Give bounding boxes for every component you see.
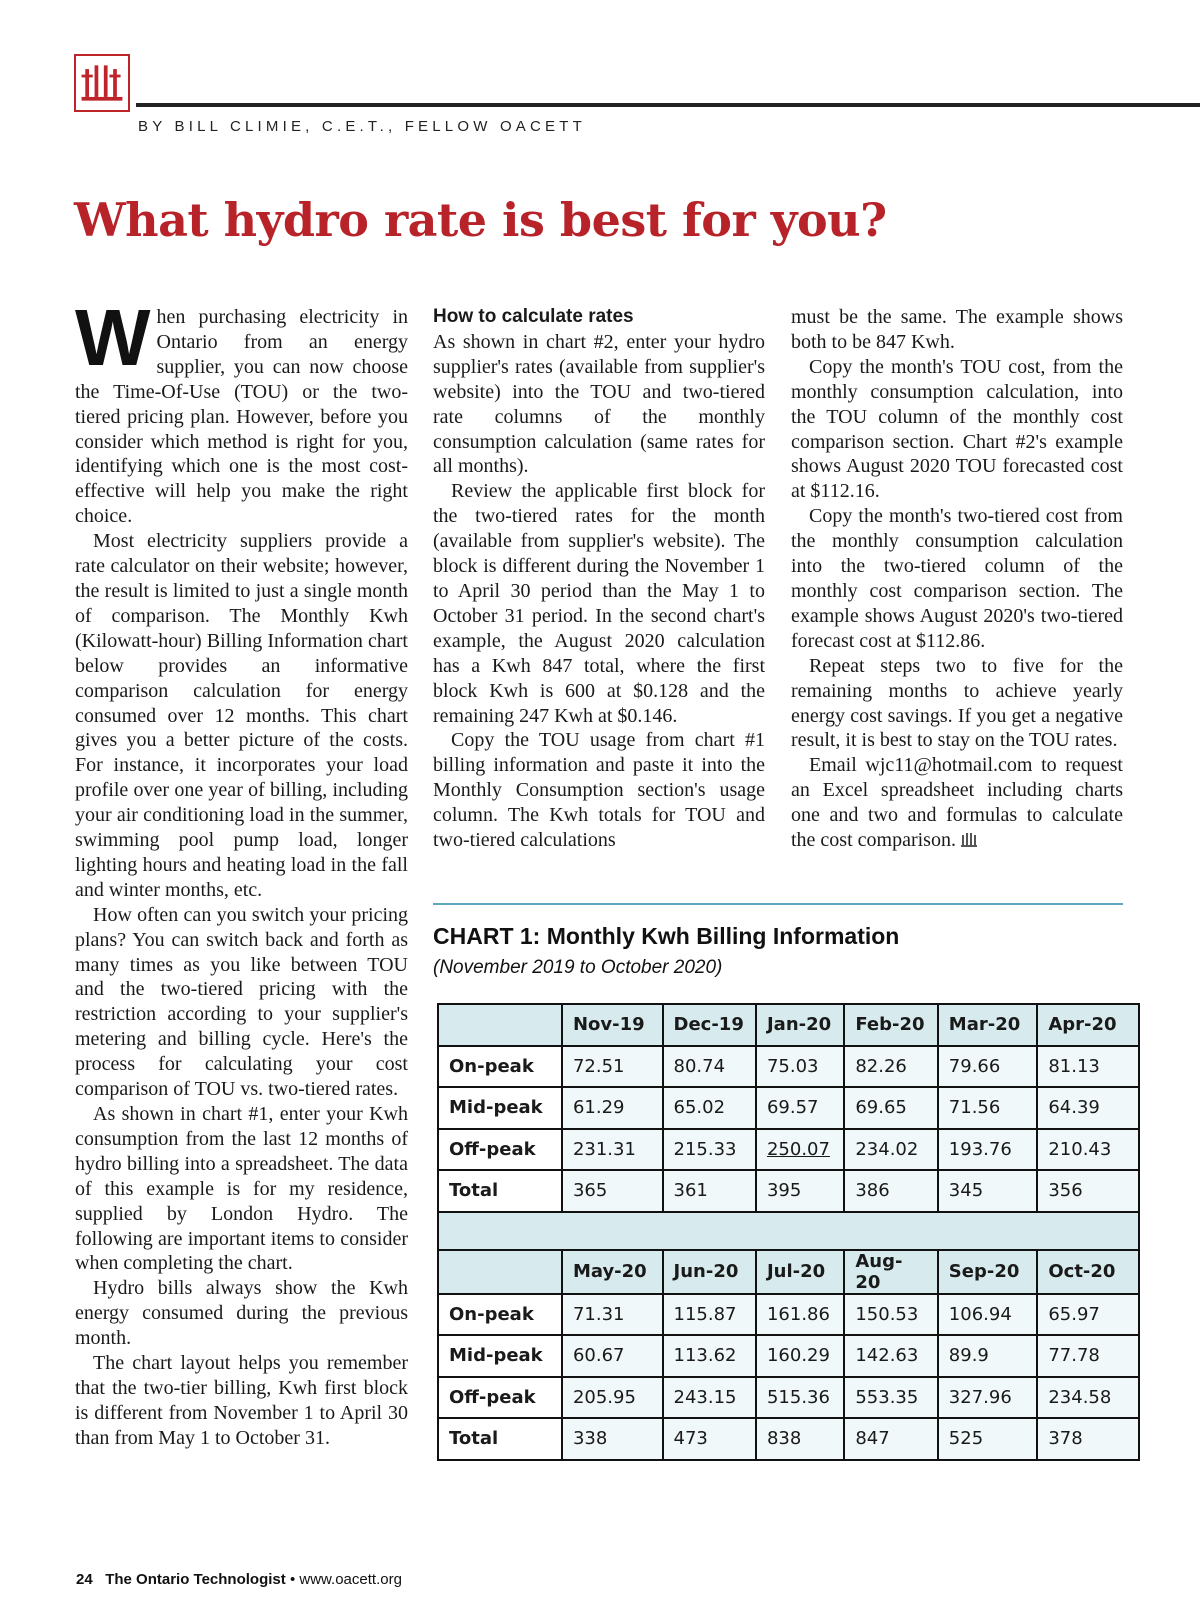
row-label: Off-peak xyxy=(438,1377,562,1419)
table-row xyxy=(438,1418,1139,1460)
row-label: On-peak xyxy=(438,1294,562,1336)
header-rule xyxy=(136,103,1200,107)
article-column-2 xyxy=(433,305,765,853)
table-row xyxy=(438,1377,1139,1419)
value-cell: 77.78 xyxy=(1037,1335,1139,1377)
month-header: Jan-20 xyxy=(756,1004,844,1046)
month-header: Feb-20 xyxy=(844,1004,937,1046)
table-row xyxy=(438,1294,1139,1336)
chart-title: CHART 1: Monthly Kwh Billing Information xyxy=(433,923,900,949)
paragraph: Repeat steps two to five for the remaining months to achieve yearly energy cost savings. If you get a negative result, it is best to stay on the TOU rates. xyxy=(791,654,1123,752)
paragraph: How often can you switch your pricing plans? You can switch back and forth as many times as you like between TOU and the two-tiered pricing with the restriction according to your supplier's metering and billing cycle. Here's the process for calculating your cost comparison of TOU vs. two-tiered rates. xyxy=(75,903,408,1101)
value-cell: 378 xyxy=(1037,1418,1139,1460)
row-label: Mid-peak xyxy=(438,1335,562,1377)
value-cell: 71.31 xyxy=(562,1294,663,1336)
paragraph-1-text: hen purchasing electricity in Ontario from an energy supplier, you can now choose the Time-Of-Use (TOU) or the two-tiered pricing plan. However, before you consider which method is right for you, identifying which one is the most cost-effective will help you make the right choice. xyxy=(75,306,408,528)
article-title: What hydro rate is best for you? xyxy=(74,193,887,247)
value-cell: 142.63 xyxy=(844,1335,937,1377)
value-cell: 234.58 xyxy=(1037,1377,1139,1419)
value-cell: 72.51 xyxy=(562,1046,663,1088)
value-cell: 473 xyxy=(663,1418,756,1460)
value-cell: 365 xyxy=(562,1170,663,1212)
paragraph-final-text: Email wjc11@hotmail.com to request an Excel spreadsheet including charts one and two and formulas to calculate the cost comparison. xyxy=(791,754,1123,852)
value-cell: 81.13 xyxy=(1037,1046,1139,1088)
table-row xyxy=(438,1046,1139,1088)
value-cell: 234.02 xyxy=(844,1129,937,1171)
row-label: Total xyxy=(438,1170,562,1212)
table-header-row xyxy=(438,1250,1139,1294)
table-header-row xyxy=(438,1004,1139,1046)
publication-name: The Ontario Technologist xyxy=(105,1571,286,1588)
value-cell: 356 xyxy=(1037,1170,1139,1212)
billing-table-body xyxy=(438,1004,1139,1460)
table-spacer-cell xyxy=(438,1212,1139,1250)
month-header: Dec-19 xyxy=(663,1004,756,1046)
value-cell: 338 xyxy=(562,1418,663,1460)
value-cell: 193.76 xyxy=(938,1129,1038,1171)
value-cell: 65.97 xyxy=(1037,1294,1139,1336)
chart-subtitle: (November 2019 to October 2020) xyxy=(433,957,723,978)
page-number: 24 xyxy=(76,1571,93,1588)
table-row xyxy=(438,1170,1139,1212)
table-corner-cell xyxy=(438,1004,562,1046)
value-cell: 847 xyxy=(844,1418,937,1460)
value-cell: 79.66 xyxy=(938,1046,1038,1088)
value-cell: 61.29 xyxy=(562,1087,663,1129)
value-cell: 361 xyxy=(663,1170,756,1212)
value-cell: 231.31 xyxy=(562,1129,663,1171)
paragraph-final xyxy=(791,753,1123,853)
row-label: Total xyxy=(438,1418,562,1460)
value-cell: 160.29 xyxy=(756,1335,844,1377)
value-cell: 205.95 xyxy=(562,1377,663,1419)
row-label: On-peak xyxy=(438,1046,562,1088)
footer-separator: • xyxy=(289,1571,296,1588)
chart-divider xyxy=(433,903,1123,905)
value-cell: 161.86 xyxy=(756,1294,844,1336)
paragraph: Copy the month's TOU cost, from the monthly consumption calculation, into the TOU column of the monthly cost comparison section. Chart #2's example shows August 2020 TOU forecasted cost at $112.16. xyxy=(791,355,1123,503)
month-header: Jun-20 xyxy=(663,1250,756,1294)
byline: BY BILL CLIMIE, C.E.T., FELLOW OACETT xyxy=(138,118,586,135)
page-footer xyxy=(76,1571,402,1588)
value-cell: 60.67 xyxy=(562,1335,663,1377)
value-cell: 69.57 xyxy=(756,1087,844,1129)
month-header: Mar-20 xyxy=(938,1004,1038,1046)
end-mark-icon xyxy=(960,832,978,848)
table-corner-cell xyxy=(438,1250,562,1294)
paragraph: must be the same. The example shows both to be 847 Kwh. xyxy=(791,306,1123,353)
table-row xyxy=(438,1335,1139,1377)
value-cell: 345 xyxy=(938,1170,1038,1212)
value-cell: 106.94 xyxy=(938,1294,1038,1336)
value-cell: 327.96 xyxy=(938,1377,1038,1419)
row-label: Mid-peak xyxy=(438,1087,562,1129)
value-cell: 115.87 xyxy=(663,1294,756,1336)
value-cell: 395 xyxy=(756,1170,844,1212)
value-cell: 838 xyxy=(756,1418,844,1460)
drop-cap: W xyxy=(75,293,151,382)
website: www.oacett.org xyxy=(299,1571,402,1588)
value-cell: 553.35 xyxy=(844,1377,937,1419)
value-cell: 215.33 xyxy=(663,1129,756,1171)
value-cell: 82.26 xyxy=(844,1046,937,1088)
value-cell: 113.62 xyxy=(663,1335,756,1377)
month-header: Aug-20 xyxy=(844,1250,937,1294)
value-cell: 525 xyxy=(938,1418,1038,1460)
row-label: Off-peak xyxy=(438,1129,562,1171)
value-cell: 210.43 xyxy=(1037,1129,1139,1171)
oacett-logo-icon xyxy=(76,56,128,110)
month-header: Apr-20 xyxy=(1037,1004,1139,1046)
article-column-3 xyxy=(791,305,1123,853)
table-row xyxy=(438,1129,1139,1171)
paragraph: Copy the month's two-tiered cost from the monthly consumption calculation into the two-tiered column of the monthly cost comparison section. The example shows August 2020's two-tiered forecast cost at $112.86. xyxy=(791,505,1123,652)
value-cell: 515.36 xyxy=(756,1377,844,1419)
table-spacer-row xyxy=(438,1212,1139,1250)
value-cell: 69.65 xyxy=(844,1087,937,1129)
oacett-logo xyxy=(74,54,130,112)
paragraph: Most electricity suppliers provide a rate calculator on their website; however, the result is limited to just a single month of comparison. The Monthly Kwh (Kilowatt-hour) Billing Information chart below provides an informative comparison calculation for energy consumed over 12 months. This chart gives you a better picture of the costs. For instance, it incorporates your load profile over one year of billing, including your air conditioning load in the summer, swimming pool pump load, longer lighting hours and heating load in the fall and winter months, etc. xyxy=(75,530,408,901)
paragraph: As shown in chart #1, enter your Kwh consumption from the last 12 months of hydro billing into a spreadsheet. The data of this example is for my residence, supplied by London Hydro. The following are important items to consider when completing the chart. xyxy=(75,1103,408,1275)
value-cell: 386 xyxy=(844,1170,937,1212)
billing-table xyxy=(437,1003,1140,1461)
month-header: Oct-20 xyxy=(1037,1250,1139,1294)
paragraph: The chart layout helps you remember that the two-tier billing, Kwh first block is different from November 1 to April 30 than from May 1 to October 31. xyxy=(75,1352,408,1449)
value-cell: 65.02 xyxy=(663,1087,756,1129)
month-header: Jul-20 xyxy=(756,1250,844,1294)
section-subhead: How to calculate rates xyxy=(433,306,634,327)
month-header: Nov-19 xyxy=(562,1004,663,1046)
article-column-1 xyxy=(75,293,408,1451)
value-cell: 64.39 xyxy=(1037,1087,1139,1129)
paragraph: Hydro bills always show the Kwh energy consumed during the previous month. xyxy=(75,1277,408,1350)
value-cell: 243.15 xyxy=(663,1377,756,1419)
paragraph: Review the applicable first block for the two-tiered rates for the month (available from supplier's website). The block is different during the November 1 to April 30 period than the May 1 to October 31 period. In the second chart's example, the August 2020 calculation has a Kwh 847 total, where the first block Kwh is 600 at $0.128 and the remaining 247 Kwh at $0.146. xyxy=(433,480,765,727)
paragraph: Copy the TOU usage from chart #1 billing information and paste it into the Monthly Consumption section's usage column. The Kwh totals for TOU and two-tiered calculations xyxy=(433,729,765,852)
value-cell: 75.03 xyxy=(756,1046,844,1088)
paragraph: As shown in chart #2, enter your hydro supplier's rates (available from supplier's website) into the TOU and two-tiered rate columns of the monthly consumption calculation (same rates for all months). xyxy=(433,330,765,478)
value-cell: 80.74 xyxy=(663,1046,756,1088)
value-cell: 71.56 xyxy=(938,1087,1038,1129)
value-cell: 89.9 xyxy=(938,1335,1038,1377)
table-row xyxy=(438,1087,1139,1129)
month-header: May-20 xyxy=(562,1250,663,1294)
month-header: Sep-20 xyxy=(938,1250,1038,1294)
value-cell: 250.07 xyxy=(756,1129,844,1171)
value-cell: 150.53 xyxy=(844,1294,937,1336)
paragraph-1 xyxy=(75,293,408,529)
